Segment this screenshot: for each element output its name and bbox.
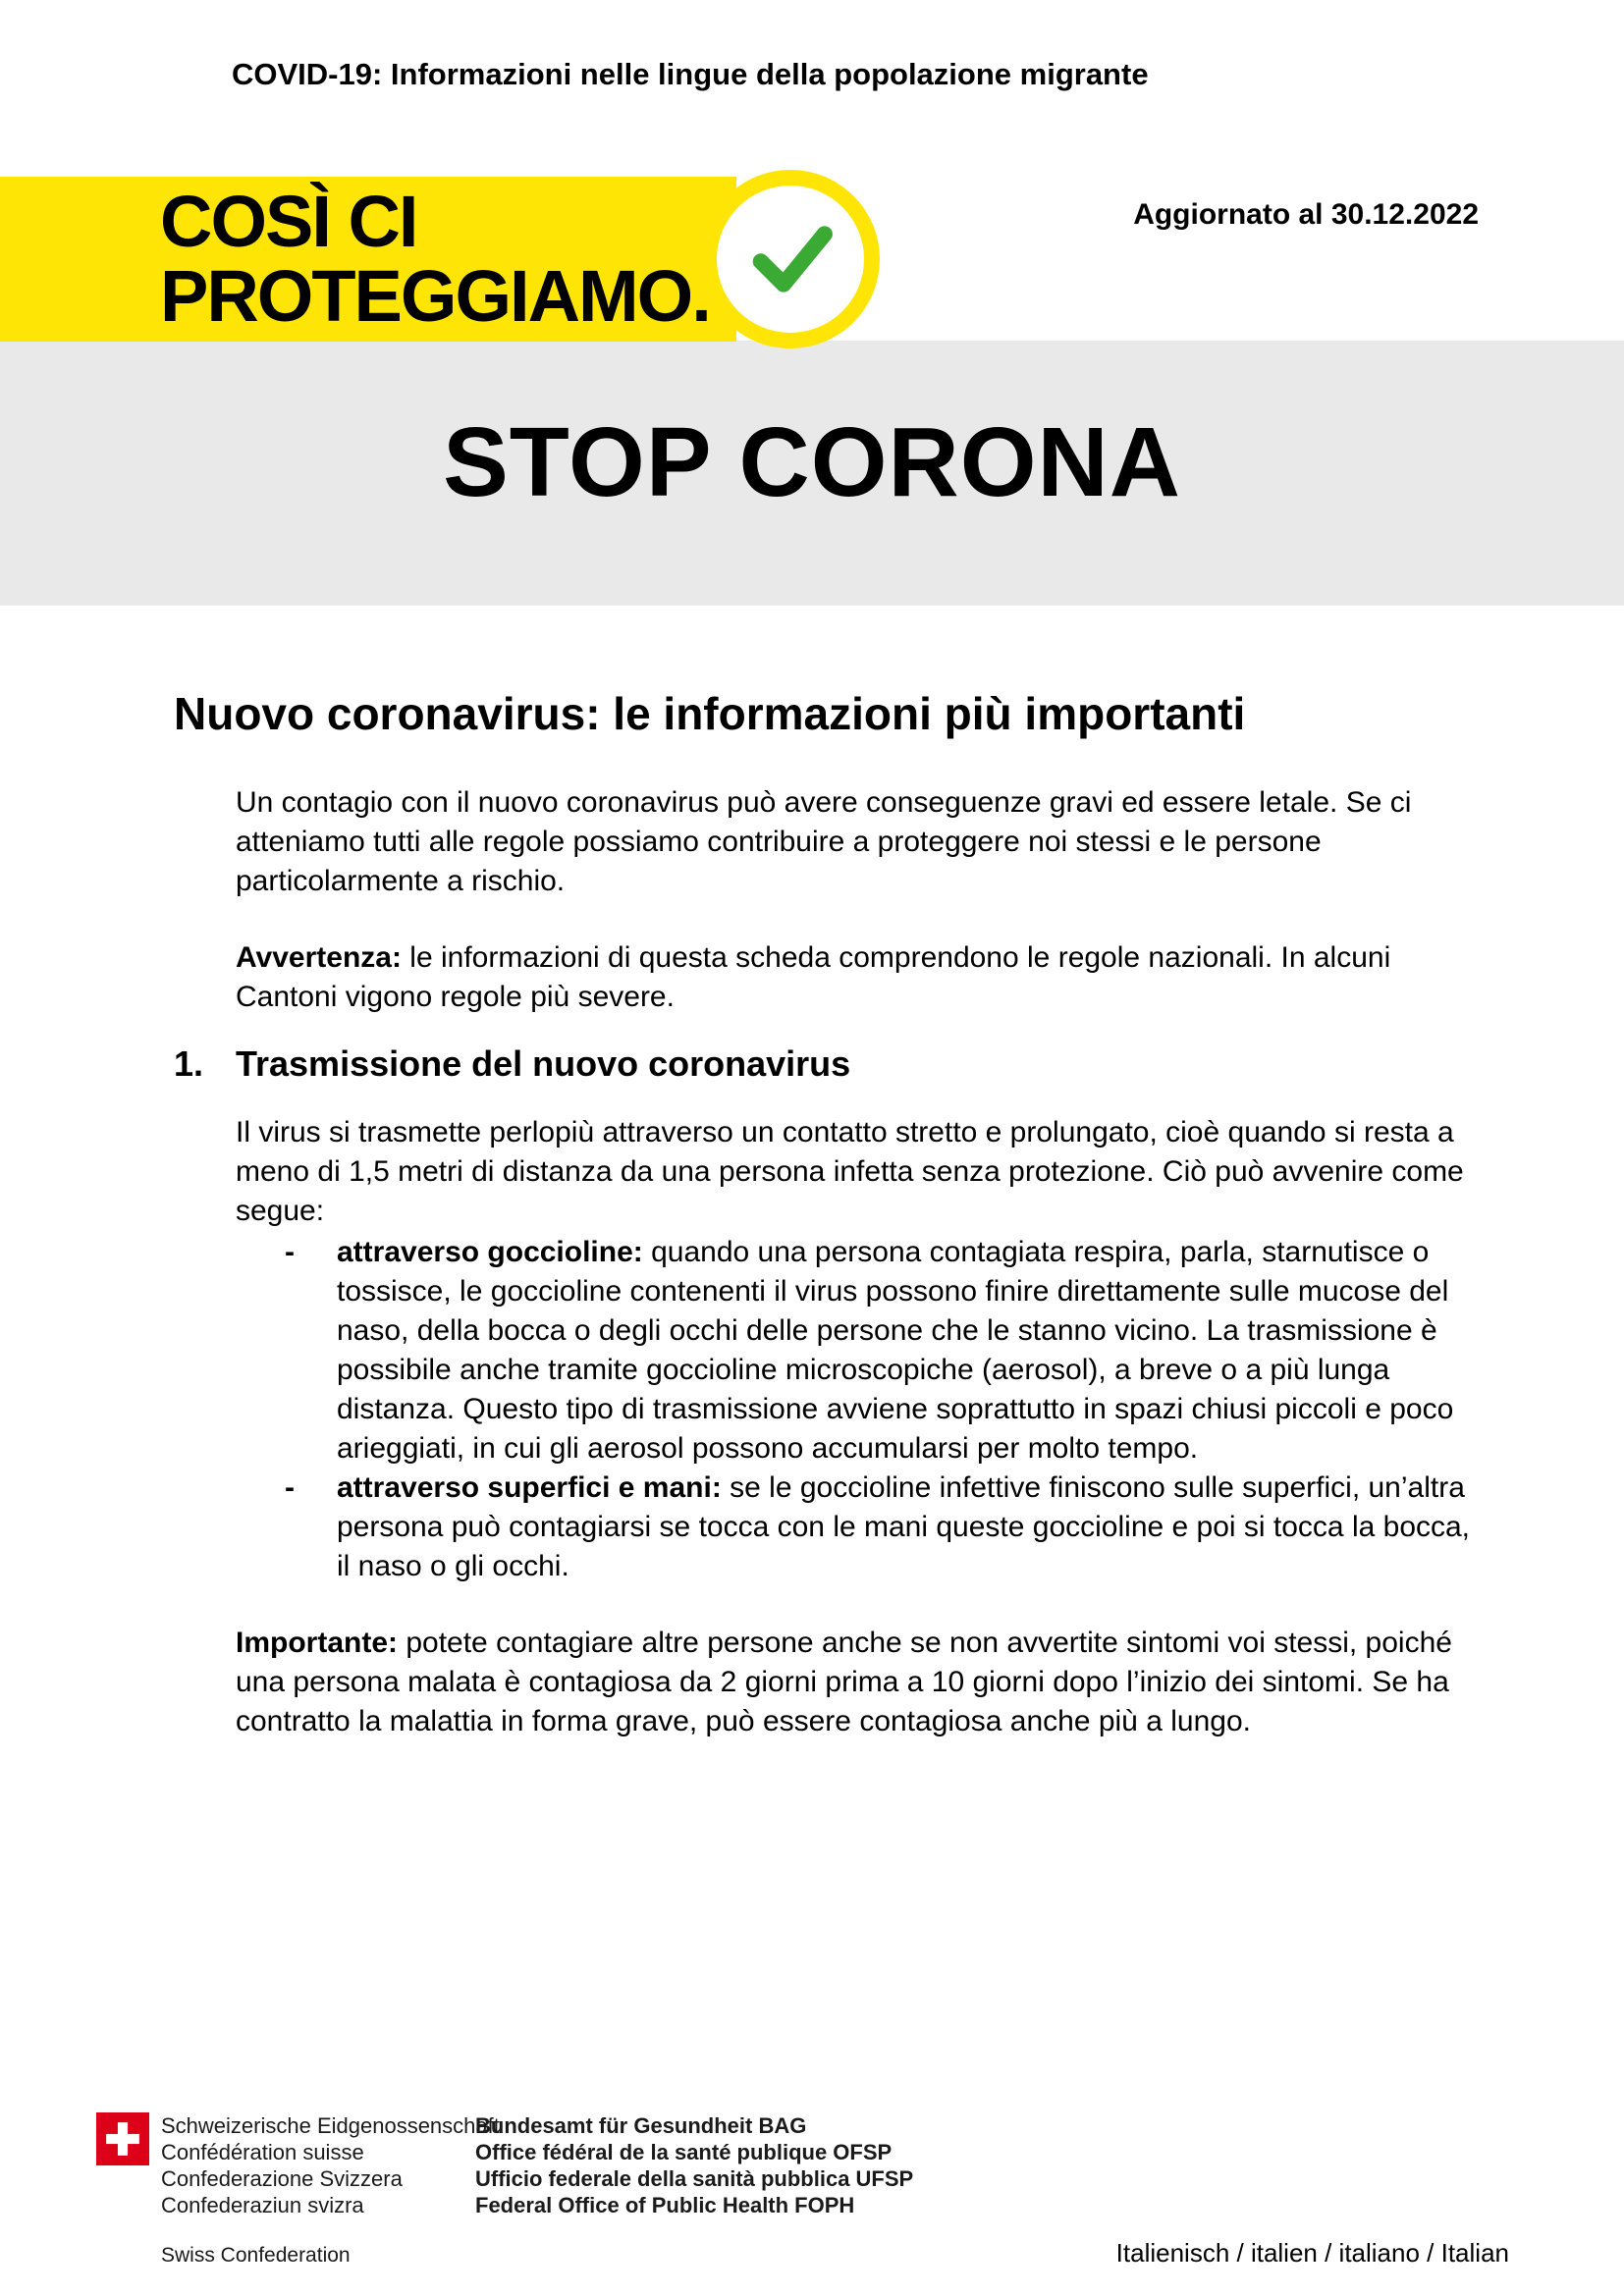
main-content — [174, 687, 1486, 1741]
campaign-logo-line1: COSÌ CI — [160, 181, 417, 262]
important-label: Importante: — [236, 1627, 398, 1659]
notice-text: le informazioni di questa scheda comprendono le regole nazionali. In alcuni Cantoni vigono regole più severe. — [236, 941, 1391, 1013]
updated-date: Aggiornato al 30.12.2022 — [1133, 198, 1479, 231]
section-1-number: 1. — [174, 1043, 204, 1084]
confederation-name-de: Schweizerische Eidgenossenschaft — [161, 2113, 500, 2138]
language-list: Italienisch / italien / italiano / Italian — [1115, 2238, 1509, 2268]
office-name-it: Ufficio federale della sanità pubblica UFSP — [475, 2166, 914, 2191]
swiss-confederation-caption: Swiss Confederation — [161, 2244, 351, 2267]
page-title: Nuovo coronavirus: le informazioni più importanti — [174, 688, 1246, 739]
checkmark-circle — [717, 186, 864, 333]
list-item-lead: attraverso goccioline: — [337, 1236, 643, 1268]
list-item-surfaces — [236, 1468, 1486, 1586]
list-item-body: quando una persona contagiata respira, parla, starnutisce o tossisce, le goccioline contenenti il virus possono finire direttamente sulle mucose del naso, della bocca o degli occhi delle persone che le stanno vicino. La trasmissione è possibile anche tramite goccioline microscopiche (aerosol), a breve o a più lunga distanza. Questo tipo di trasmissione avviene soprattutto in spazi chiusi piccoli e poco arieggiati, in cui gli aerosol possono accumularsi per molto tempo. — [337, 1236, 1454, 1465]
list-item-text — [337, 1233, 1486, 1468]
list-item-lead: attraverso superfici e mani: — [337, 1471, 722, 1504]
check-icon — [733, 202, 847, 316]
notice-paragraph — [236, 938, 1486, 1017]
list-item-text — [337, 1468, 1486, 1586]
health-office-names — [475, 2112, 913, 2218]
important-paragraph — [236, 1624, 1486, 1741]
confederation-name-it: Confederazione Svizzera — [161, 2166, 403, 2191]
checkmark-badge — [701, 170, 880, 348]
dash-marker: - — [285, 1236, 295, 1268]
important-text: potete contagiare altre persone anche se non avvertite sintomi voi stessi, poiché una persona malata è contagiosa da 2 giorni prima a 10 giorni dopo l’inizio dei sintomi. Se ha contratto la malattia in forma grave, può essere contagiosa anche più a lungo. — [236, 1627, 1452, 1737]
section-1-heading — [174, 1042, 1486, 1086]
intro-paragraph: Un contagio con il nuovo coronavirus può avere conseguenze gravi ed essere letale. Se ci atteniamo tutti alle regole possiamo contribuire a proteggere noi stessi e le persone particolarmente a rischio. — [236, 786, 1412, 897]
hero-band — [0, 341, 1624, 606]
doc-header-note: COVID-19: Informazioni nelle lingue della popolazione migrante — [232, 57, 1149, 91]
confederation-name-rm: Confederaziun svizra — [161, 2193, 364, 2217]
list-item-droplets — [236, 1233, 1486, 1468]
list-item-body: se le goccioline infettive finiscono sulle superfici, un’altra persona può contagiarsi se tocca con le mani queste goccioline e poi si tocca la bocca, il naso o gli occhi. — [337, 1471, 1471, 1582]
confederation-name-fr: Confédération suisse — [161, 2140, 364, 2164]
office-name-fr: Office fédéral de la santé publique OFSP — [475, 2140, 893, 2164]
confederation-names — [161, 2112, 500, 2218]
swiss-cross-icon — [96, 2112, 149, 2165]
section-1-intro: Il virus si trasmette perlopiù attraverso un contatto stretto e prolungato, cioè quando si resta a meno di 1,5 metri di distanza da una persona infetta senza protezione. Ciò può avvenire come segue: — [236, 1116, 1464, 1227]
section-1-title: Trasmissione del nuovo coronavirus — [236, 1043, 851, 1084]
office-name-en: Federal Office of Public Health FOPH — [475, 2193, 855, 2217]
campaign-logo-text — [160, 181, 710, 337]
hero-title: STOP CORONA — [443, 406, 1181, 517]
dash-marker: - — [285, 1471, 295, 1504]
campaign-logo-line2: PROTEGGIAMO. — [160, 255, 710, 337]
office-name-de: Bundesamt für Gesundheit BAG — [475, 2113, 807, 2138]
notice-label: Avvertenza: — [236, 941, 402, 974]
swiss-confederation-logo — [96, 2112, 500, 2218]
transmission-list — [236, 1233, 1486, 1586]
campaign-banner — [0, 177, 893, 342]
